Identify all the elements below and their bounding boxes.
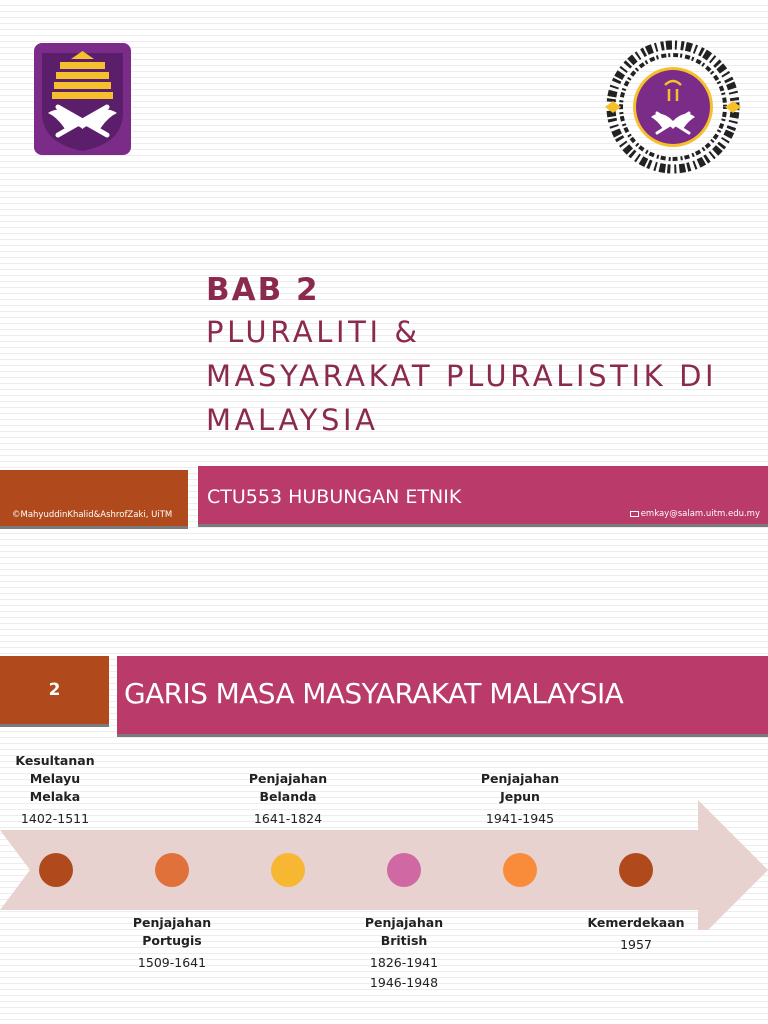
event-years: 1957	[620, 937, 652, 952]
subtitle-line: PLURALITI &	[206, 315, 421, 349]
timeline-dot	[155, 853, 189, 887]
event-years: 1402-1511	[20, 811, 90, 826]
header-bar-shadow	[0, 724, 109, 727]
copyright-text: ©MahyuddinKhalid&AshrofZaki, UiTM	[12, 510, 173, 520]
slide-number: 2	[48, 680, 61, 700]
footer-bar-shadow	[0, 526, 188, 529]
event-name: Melaka	[29, 789, 81, 804]
event-years: 1509-1641	[137, 955, 207, 970]
title-block	[206, 270, 717, 442]
event-name: Penjajahan	[480, 771, 560, 786]
course-title: CTU553 HUBUNGAN ETNIK	[207, 486, 462, 508]
event-years: 1826-1941	[369, 955, 439, 970]
footer-bar-shadow	[198, 524, 768, 527]
timeline-dot	[503, 853, 537, 887]
slide-heading: GARIS MASA MASYARAKAT MALAYSIA	[124, 677, 624, 710]
slide-title: BAB 2	[206, 272, 320, 308]
event-years: 1641-1824	[253, 811, 323, 826]
timeline-label-jepun	[450, 770, 590, 828]
event-name: Penjajahan	[364, 915, 444, 930]
event-name: Jepun	[500, 789, 540, 804]
subtitle-line: MASYARAKAT PLURALISTIK DI	[206, 359, 718, 393]
timeline-label-british	[334, 914, 474, 992]
event-name: Kemerdekaan	[587, 915, 685, 930]
mail-icon	[630, 511, 639, 517]
timeline-label-melaka	[0, 752, 125, 828]
event-years: 1941-1945	[485, 811, 555, 826]
timeline-dot	[271, 853, 305, 887]
event-name: Melayu	[29, 771, 81, 786]
timeline-slide	[0, 590, 768, 1024]
event-name: Portugis	[142, 933, 202, 948]
event-name: Kesultanan	[15, 753, 95, 768]
email-text[interactable]: emkay@salam.uitm.edu.my	[640, 509, 760, 519]
timeline-dot	[39, 853, 73, 887]
timeline-label-belanda	[218, 770, 358, 828]
timeline-label-kemerdekaan	[566, 914, 706, 954]
timeline-label-portugis	[102, 914, 242, 972]
timeline-dot	[387, 853, 421, 887]
email-contact[interactable]	[630, 509, 760, 519]
uitm-crest-logo	[34, 43, 131, 155]
subtitle-line: MALAYSIA	[206, 403, 379, 437]
event-name: British	[380, 933, 428, 948]
event-name: Belanda	[259, 789, 317, 804]
uitm-calligraphy-seal-logo	[603, 37, 743, 177]
header-bar-shadow	[117, 734, 768, 737]
event-name: Penjajahan	[132, 915, 212, 930]
timeline-dot	[619, 853, 653, 887]
event-name: Penjajahan	[248, 771, 328, 786]
event-years: 1946-1948	[369, 975, 439, 990]
